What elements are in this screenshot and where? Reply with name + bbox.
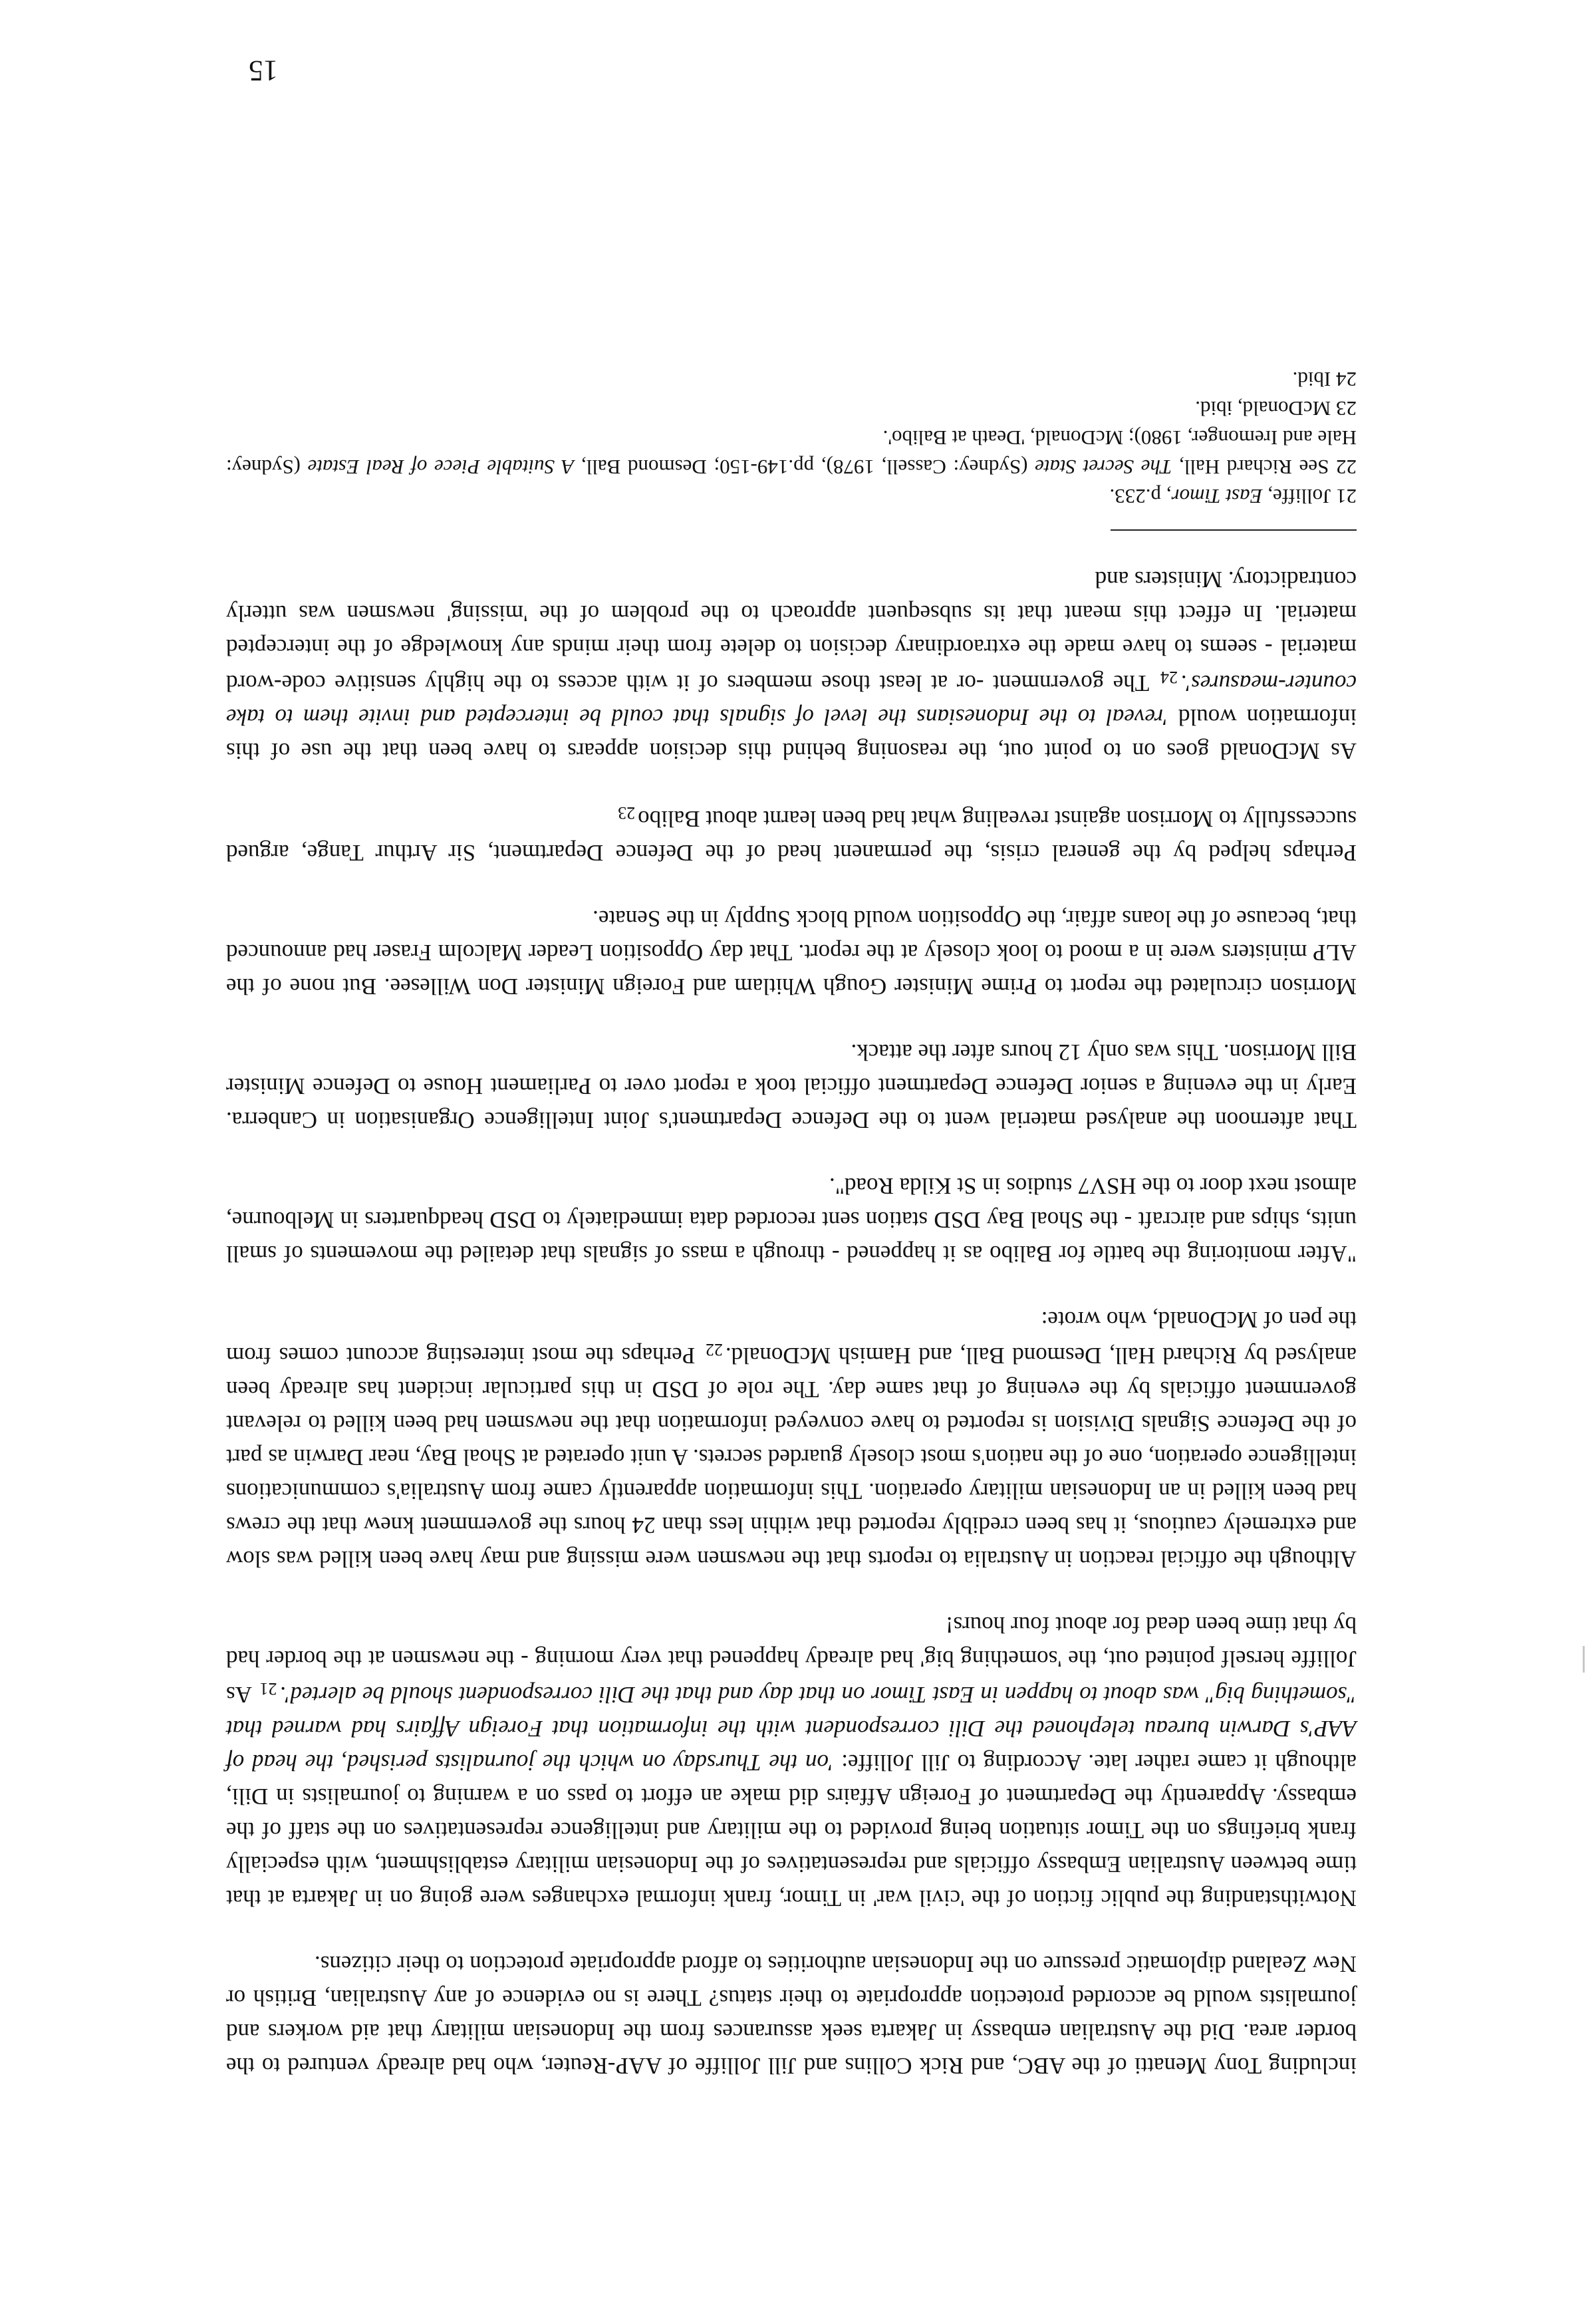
- paragraph-8-text-b: The government -or at least those members of it with access to the highly sensitive code-word material - seems to have made the extraordinary decision to delete from their minds any knowledge of the intercepted material. In effect this meant that its subsequent approach to the problem of the 'missing' newsmen was utterly contradictory. Ministers and: [226, 567, 1357, 696]
- paragraph-6: [226, 902, 1357, 1004]
- paragraph-5-text: That afternoon the analysed material went to the Defence Department's Joint Intelligence Organisation in Canberra. Early in the evening a senior Defence Department official took a report over to Parliament House to Defence Minister Bill Morrison. This was only 12 hours after the attack.: [226, 1039, 1357, 1133]
- paragraph-3: [226, 1303, 1357, 1576]
- paragraph-8-text-a: As McDonald goes on to point out, the reasoning behind this decision appears to have been that the use of this information would: [226, 704, 1357, 764]
- paragraph-3-text-b: Perhaps the most interesting account comes from the pen of McDonald, who wrote:: [226, 1307, 1357, 1369]
- footnote-ref-21: 21: [259, 1679, 277, 1698]
- footnote-21-text-b: , p.233.: [1109, 485, 1172, 508]
- block-quote-mcdonald: [226, 1169, 1357, 1271]
- paragraph-2-text-a: Notwithstanding the public fiction of the 'civil war' in Timor, frank informal exchanges were going on in Jakarta at that time between Australian Embassy officials and representatives of the Indonesian military establishment, with especially frank briefings on the Timor situation being provided to the military and intelligence representatives on the staff of the embassy. Apparently the Department of Foreign Affairs did make an effort to pass on a warning to journalists in Dili, although it came rather late. According to Jill Jolliffe:: [226, 1750, 1357, 1911]
- paragraph-7-text: Perhaps helped by the general crisis, the permanent head of the Defence Department, Sir Arthur Tange, argued successfully to Morrison against revealing what had been learnt about Balibo: [226, 806, 1357, 866]
- footnote-ref-23: 23: [618, 803, 636, 823]
- footnote-divider: [1111, 529, 1357, 531]
- body-text: [226, 364, 1357, 2083]
- scan-artifact-mark: [1583, 1646, 1585, 1673]
- footnote-22-title-2: A Suitable Piece of Real Estate: [307, 456, 575, 479]
- footnote-22-text-c: (Sydney: Hale and Iremonger, 1980); McDonald, 'Death at Balibo'.: [225, 426, 1357, 479]
- paragraph-2-text-b: As Jolliffe herself pointed out, the 'something big' had already happened that very morning - the newsmen at the border had by that time been dead for about four hours!: [226, 1612, 1357, 1708]
- footnote-ref-22: 22: [705, 1340, 723, 1359]
- footnote-23: [226, 394, 1357, 423]
- footnote-ref-24: 24: [1160, 668, 1178, 687]
- paragraph-2: [226, 1608, 1357, 1915]
- footnotes: [226, 364, 1357, 511]
- paragraph-5: [226, 1035, 1357, 1137]
- paragraph-1-text: including Tony Menatti of the ABC, and Rick Collins and Jill Jolliffe of AAP-Reuter, who had already ventured to the border area. Did the Australian embassy in Jakarta seek assurances from the Indonesian military that aid workers and journalists would be accorded protection appropriate to their status? There is no evidence of any Australian, British or New Zealand diplomatic pressure on the Indonesian authorities to afford appropriate protection to their citizens.: [226, 1951, 1357, 2079]
- footnote-24: [226, 364, 1357, 394]
- mcdonald-quote: 'reveal to the Indonesians the level of signals that could be intercepted and invite them to take counter-measures'.: [226, 670, 1357, 730]
- footnote-21-text: 21 Jolliffe,: [1262, 485, 1357, 508]
- paragraph-8: [226, 563, 1357, 768]
- paragraph-3-text: Although the official reaction in Australia to reports that the newsmen were missing and may have been killed was slow and extremely cautious, it has been credibly reported that within less than 24 hours the government knew that the crews had been killed in an Indonesian military operation. This information apparently came from Australia's communications intelligence operation, one of the nation's most closely guarded secrets. A unit operated at Shoal Bay, near Darwin as part of the Defence Signals Division is reported to have conveyed information that the newsmen had been killed to relevant government officials by the evening of that same day. The role of DSD in this particular incident has already been analysed by Richard Hall, Desmond Ball, and Hamish McDonald.: [226, 1343, 1357, 1572]
- paragraph-7: [226, 800, 1357, 870]
- footnote-22-text: 22 See Richard Hall,: [1172, 456, 1357, 479]
- footnote-21-title: East Timor: [1171, 485, 1263, 508]
- paragraph-6-text: Morrison circulated the report to Prime Minister Gough Whitlam and Foreign Minister Don Willesee. But none of the ALP ministers were in a mood to look closely at the report. That day Opposition Leader Malcolm Fraser had announced that, because of the loans affair, the Opposition would block Supply in the Senate.: [226, 906, 1357, 1000]
- paragraph-4-text: "After monitoring the battle for Balibo as it happened - through a mass of signals that detailed the movements of small units, ships and aircraft - the Shoal Bay DSD station sent recorded data immediately to DSD headquarters in Melbourne, almost next door to the HSV7 studios in St Kilda Road".: [226, 1173, 1357, 1267]
- footnote-22: [226, 423, 1357, 481]
- footnote-22-title-1: The Secret State: [1035, 456, 1172, 479]
- paragraph-1: [226, 1947, 1357, 2083]
- page-number: 15: [249, 55, 278, 87]
- footnote-21: [226, 481, 1357, 511]
- footnote-22-text-b: (Sydney: Cassell, 1978), pp.149-150; Desmond Ball,: [574, 456, 1035, 479]
- footnote-23-text: 23 McDonald, ibid.: [1195, 397, 1357, 420]
- footnote-24-text: 24 Ibid.: [1292, 368, 1357, 391]
- jolliffe-quote: 'on the Thursday on which the journalists perished, the head of AAP's Darwin bureau telephoned the Dili correspondent with the information that Foreign Affairs had warned that "something big" was about to happen in East Timor on that day and that the Dili correspondent should be alerted'.: [226, 1682, 1357, 1776]
